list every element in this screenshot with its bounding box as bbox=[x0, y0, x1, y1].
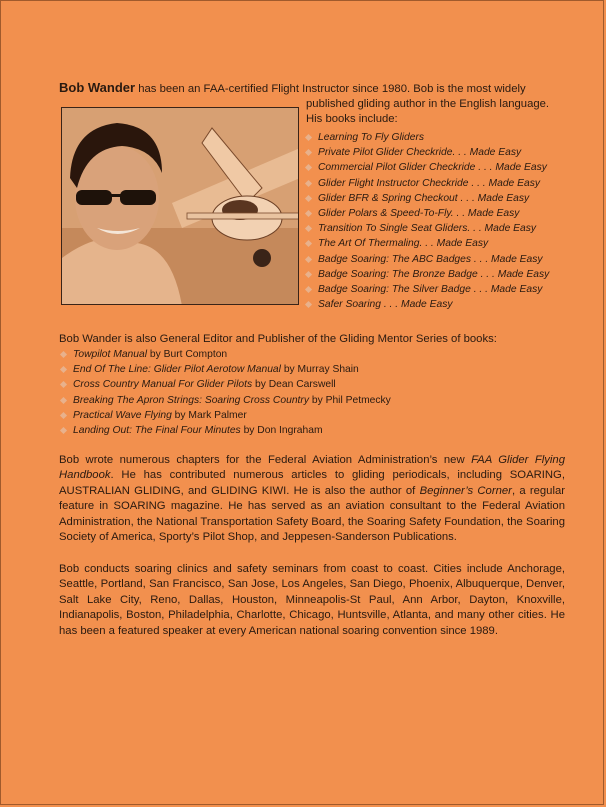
seminars-paragraph: Bob conducts soaring clinics and safety seminars from coast to coast. Cities include Anchorage, Seattle, Portland, San Francisco, San Jose, Los Angeles, San Diego, Phoenix, Albuquerque, Denver, Salt Lake City, Reno, Dallas, Houston, Minneapolis-St Paul, Ann Arbor, Dayton, Knoxville, Indianapolis, Boston, Philadelphia, Charlotte, Chicago, Huntsville, Atlanta, and many other cities. He has been a featured speaker at every American national soaring convention since 1989. bbox=[59, 563, 565, 637]
list-item: The Art Of Thermaling. . . Made Easy bbox=[306, 236, 549, 251]
diamond-bullet-icon bbox=[305, 256, 312, 263]
list-item: Transition To Single Seat Gliders. . . Made Easy bbox=[306, 221, 549, 236]
list-item: Glider Polars & Speed-To-Fly. . . Made Easy bbox=[306, 206, 549, 221]
diamond-bullet-icon bbox=[305, 195, 312, 202]
author-photo-illustration bbox=[62, 108, 299, 305]
column-title: Beginner’s Corner bbox=[419, 484, 512, 497]
chapters-paragraph: Bob wrote numerous chapters for the Federal Aviation Administration’s new FAA Glider Flying Handbook. He has contributed numerous articles to gliding periodicals, including SOARING, AUSTRALIAN GLIDING, and GLIDING KIWI. He is also the author of Beginner’s Corner, a regular feature in SOARING magazine. He has served as an aviation consultant to the Federal Aviation Administration, the National Transportation Safety Board, the Soaring Safety Foundation, the Soaring Society of America, Sporty’s Pilot Shop, and Jeppesen-Sanderson Publications. bbox=[59, 454, 566, 544]
diamond-bullet-icon bbox=[305, 149, 312, 156]
diamond-bullet-icon bbox=[305, 225, 312, 232]
diamond-bullet-icon bbox=[305, 210, 312, 217]
list-item: Towpilot Manual by Burt Compton bbox=[61, 347, 567, 362]
diamond-bullet-icon bbox=[305, 134, 312, 141]
list-item: Commercial Pilot Glider Checkride . . . Made Easy bbox=[306, 160, 549, 175]
intro-line-1: has been an FAA-certified Flight Instructor since 1980. Bob is the most widely bbox=[135, 83, 526, 95]
diamond-bullet-icon bbox=[305, 164, 312, 171]
diamond-bullet-icon bbox=[305, 286, 312, 293]
list-item: Badge Soaring: The ABC Badges . . . Made Easy bbox=[306, 252, 549, 267]
list-item: Cross Country Manual For Glider Pilots by Dean Carswell bbox=[61, 377, 567, 392]
diamond-bullet-icon bbox=[60, 381, 67, 388]
diamond-bullet-icon bbox=[60, 397, 67, 404]
list-item: Practical Wave Flying by Mark Palmer bbox=[61, 408, 567, 423]
diamond-bullet-icon bbox=[60, 412, 67, 419]
list-item: Glider BFR & Spring Checkout . . . Made Easy bbox=[306, 191, 549, 206]
list-item: Private Pilot Glider Checkride. . . Made Easy bbox=[306, 145, 549, 160]
diamond-bullet-icon bbox=[60, 351, 67, 358]
diamond-bullet-icon bbox=[60, 427, 67, 434]
list-item: Learning To Fly Gliders bbox=[306, 130, 549, 145]
mentor-series bbox=[59, 332, 567, 438]
author-bio bbox=[59, 80, 567, 637]
author-name: Bob Wander bbox=[59, 80, 136, 95]
list-item: Safer Soaring . . . Made Easy bbox=[306, 297, 549, 312]
diamond-bullet-icon bbox=[305, 271, 312, 278]
list-item: End Of The Line: Glider Pilot Aerotow Manual by Murray Shain bbox=[61, 362, 567, 377]
list-item: Badge Soaring: The Bronze Badge . . . Made Easy bbox=[306, 267, 549, 282]
list-item: Landing Out: The Final Four Minutes by Don Ingraham bbox=[61, 423, 567, 438]
diamond-bullet-icon bbox=[305, 180, 312, 187]
diamond-bullet-icon bbox=[60, 366, 67, 373]
author-photo bbox=[61, 107, 299, 305]
handbook-title: FAA Glider Flying Handbook bbox=[59, 454, 565, 482]
diamond-bullet-icon bbox=[305, 240, 312, 247]
series-list bbox=[59, 347, 567, 438]
series-lead: Bob Wander is also General Editor and Publisher of the Gliding Mentor Series of books: bbox=[59, 333, 497, 345]
list-item: Breaking The Apron Strings: Soaring Cross Country by Phil Petmecky bbox=[61, 393, 567, 408]
list-item: Badge Soaring: The Silver Badge . . . Made Easy bbox=[306, 282, 549, 297]
list-item: Glider Flight Instructor Checkride . . . Made Easy bbox=[306, 176, 549, 191]
books-list bbox=[306, 130, 549, 312]
intro-line-2: published gliding author in the English language. bbox=[306, 98, 550, 110]
diamond-bullet-icon bbox=[305, 301, 312, 308]
books-heading: His books include: bbox=[306, 113, 398, 125]
